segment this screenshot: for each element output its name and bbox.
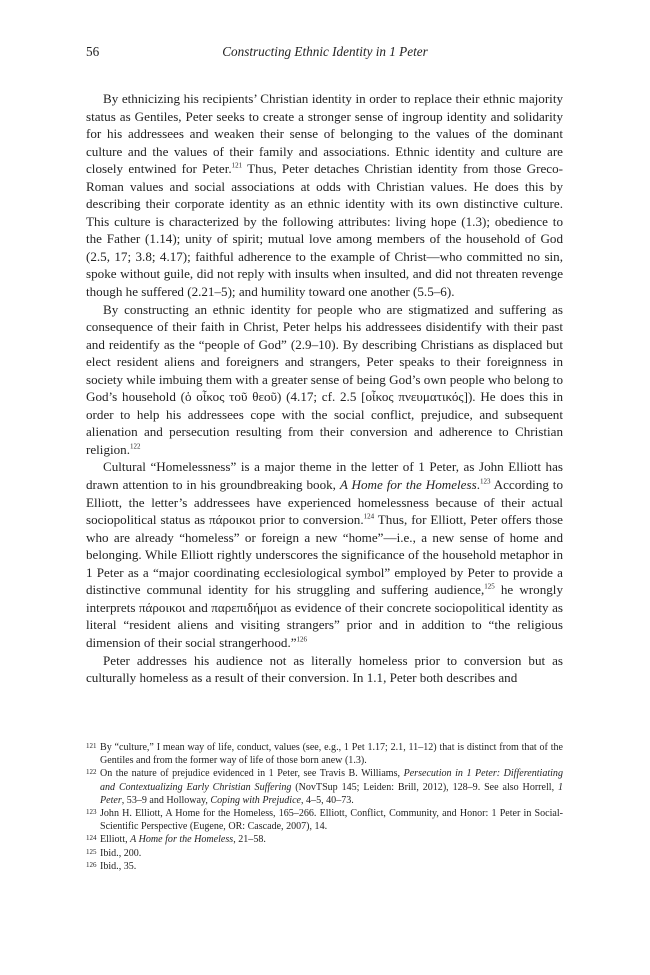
footnote-number: 124: [86, 834, 97, 843]
footnote-number: 125: [86, 847, 97, 856]
footnote-text: [100, 741, 563, 767]
page-number: 56: [86, 44, 100, 59]
footnote-ref: 122: [130, 442, 141, 451]
text-run: Coping with Prejudice: [210, 794, 302, 806]
text-run: By constructing an ethnic identity for people who are stigmatized and suffering as consequence of their faith in Christ, Peter helps his addressees disidentify with their past and reidentify as the “people of God” (2.9–10). By describing Christians as displaced but elect resident aliens and foreigners and strangers, Peter speaks to their foreignness in society while imbuing them with a greater sense of being God’s own people who belong to God’s household (ὁ οἶκος τοῦ θεοῦ) (4.17; cf. 2.5 [οἶκος πνευματικός]). He does this in order to help his addressees cope with the social conflict, prejudice, and subsequent alienation and persecution resulting from their conversion and adherence to Christian religion.: [86, 301, 563, 457]
text-run: Thus, Peter detaches Christian identity from those Greco-Roman values and social associations at odds with Christian values. He does this by describing their corporate identity as an ethnic identity with its own distinctive culture. This culture is characterized by the following attributes: living hope (1.3); obedience to the Father (1.14); unity of spirit; mutual love among members of the household of God (2.5, 17; 3.8; 4.17); faithful adherence to the example of Christ—who committed no sin, spoke without guile, did not reply with insults when insulted, and did not threaten revenge though he suffered (2.21–5); and humility toward one another (5.5–6).: [86, 161, 563, 300]
footnote-ref: 125: [484, 582, 495, 591]
footnote-text: [100, 847, 563, 860]
text-run: Thus, for Elliott, Peter offers those who are already “homeless” or foreign a new “home”—i.e., a new sense of home and belonging. While Elliott rightly underscores the significance of the household metaphor in 1 Peter as a “major coordinating ecclesiological symbol” employed by Peter to provide a distinctive communal identity for his struggling and suffering audience,: [86, 512, 563, 598]
text-run: .: [476, 477, 480, 493]
text-run: , 4–5, 40–73.: [301, 794, 354, 806]
text-run: , 53–9 and Holloway,: [121, 794, 211, 806]
text-run: Cultural “Homelessness” is a major theme in the letter of 1 Peter, as John Elliott has drawn attention to in his groundbreaking book,: [86, 459, 563, 493]
text-run: According to Elliott, the letter’s addressees have experienced homelessness because of their actual sociopolitical status as πάροικοι prior to conversion.: [86, 477, 563, 528]
footnote-ref: 126: [296, 635, 308, 644]
footnote: [86, 847, 563, 860]
paragraph: [86, 301, 563, 459]
text-run: John H. Elliott, A Home for the Homeless, 165–266. Elliott, Conflict, Community, and Honor: 1 Peter in Social-Scientific Perspective (Eugene, OR: Cascade, 2007), 14.: [100, 808, 563, 833]
paragraph: [86, 458, 563, 651]
text-run: Persecution in 1 Peter: Differentiating and Contextualizing Early Christian Suffering: [100, 768, 563, 793]
text-run: , 21–58.: [233, 834, 266, 846]
footnote-number: 122: [86, 768, 97, 777]
footnote-ref: 124: [363, 512, 375, 521]
text-run: A Home for the Homeless: [339, 477, 477, 493]
footnote: [86, 807, 563, 833]
text-run: he wrongly interprets πάροικοι and παρεπιδήμοι as evidence of their concrete sociopolitical identity as literal “resident aliens and visiting strangers” prior and in addition to “the religious dimension of their social strangerhood.”: [86, 582, 563, 650]
running-header: [86, 44, 564, 60]
text-run: Ibid., 200.: [100, 847, 142, 859]
footnote-number: 123: [86, 808, 97, 817]
footnote: [86, 833, 563, 846]
footnote: [86, 860, 563, 873]
paragraph: [86, 652, 563, 687]
text-run: Peter addresses his audience not as literally homeless prior to conversion but as culturally homeless as a result of their conversion. In 1.1, Peter both describes and: [86, 652, 563, 686]
footnote-text: [100, 860, 563, 873]
text-run: 1 Peter: [100, 781, 564, 806]
paragraph: [86, 90, 563, 301]
footnote-number: 126: [86, 860, 97, 869]
text-run: (NovTSup 145; Leiden: Brill, 2012), 128–9. See also Horrell,: [291, 781, 558, 793]
footnote-number: 121: [86, 742, 97, 750]
text-run: A Home for the Homeless: [130, 834, 234, 846]
footnote-ref: 123: [479, 477, 491, 486]
footnote-text: [100, 833, 563, 846]
text-run: Elliott,: [100, 834, 131, 846]
main-text: [86, 90, 563, 687]
running-title: Constructing Ethnic Identity in 1 Peter: [222, 44, 428, 59]
footnotes: [86, 741, 563, 873]
footnote: [86, 767, 563, 807]
footnote: [86, 741, 563, 767]
text-run: On the nature of prejudice evidenced in 1 Peter, see Travis B. Williams,: [100, 768, 404, 780]
text-run: By “culture,” I mean way of life, conduct, values (see, e.g., 1 Pet 1.17; 2.1, 11–12) that is distinct from that of the Gentiles and from the former way of life of those born anew (1.3).: [100, 742, 563, 767]
footnote-ref: 121: [231, 161, 243, 170]
footnote-text: [100, 767, 563, 807]
footnote-text: [100, 807, 563, 833]
text-run: By ethnicizing his recipients’ Christian identity in order to replace their ethnic majority status as Gentiles, Peter seeks to create a stronger sense of ingroup identity and solidarity for his addressees and weaken their sense of belonging to the values of the dominant culture and the values of their family and associations. Ethnic identity and culture are closely entwined for Peter.: [86, 91, 563, 177]
text-run: Ibid., 35.: [100, 860, 137, 872]
